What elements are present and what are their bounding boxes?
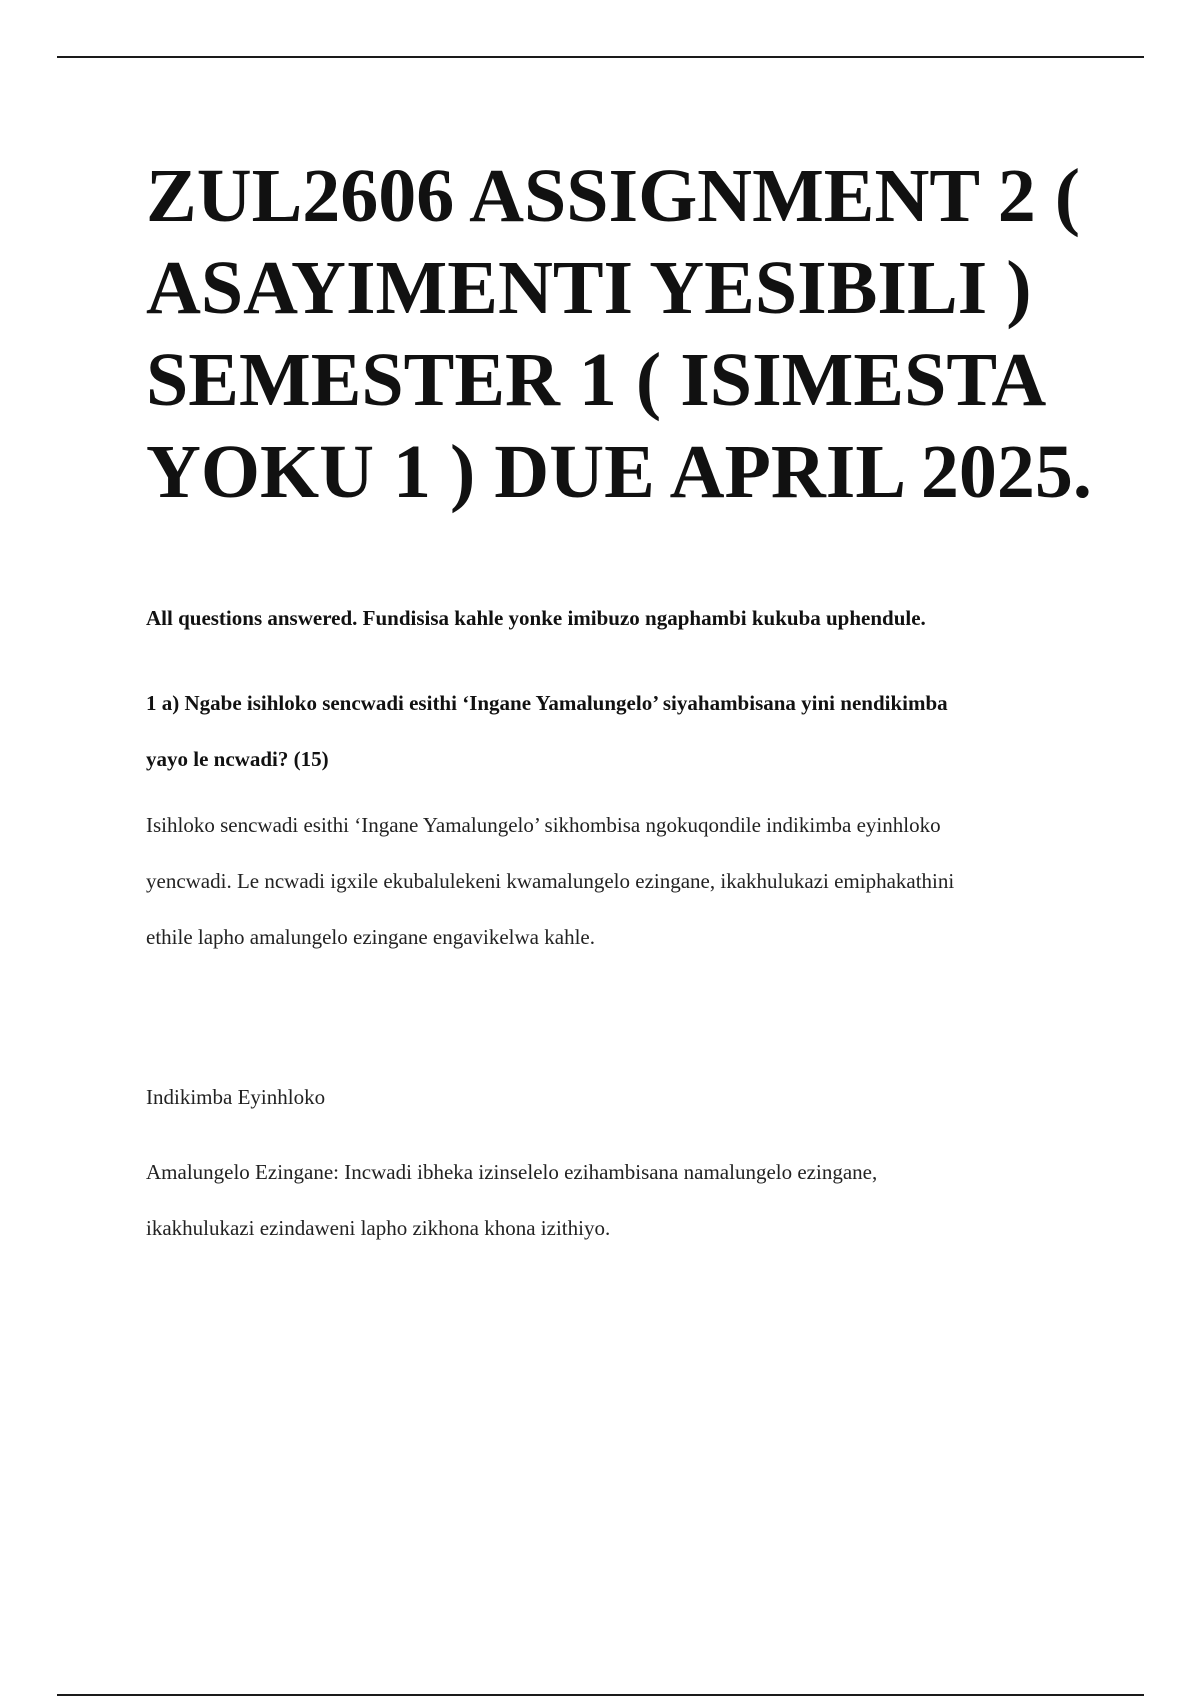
document-title [146,150,1106,518]
point-line: Amalungelo Ezingane: Incwadi ibheka izinselelo ezihambisana namalungelo ezingane, [146,1160,878,1184]
intro-text: All questions answered. Fundisisa kahle yonke imibuzo ngaphambi kukuba uphendule. [146,606,926,630]
document-body [146,150,1106,1240]
section-subheading: Indikimba Eyinhloko [146,1085,326,1109]
answer-paragraph [146,797,954,965]
answer-line: Isihloko sencwadi esithi ‘Ingane Yamalungelo’ sikhombisa ngokuqondile indikimba eyinhloko [146,813,941,837]
question-1a [146,675,948,787]
bottom-rule [57,1694,1144,1696]
point-paragraph [146,1144,877,1256]
title-line: ASAYIMENTI YESIBILI ) [146,246,1032,330]
title-line: ZUL2606 ASSIGNMENT 2 ( [146,154,1081,238]
answer-line: yencwadi. Le ncwadi igxile ekubalulekeni kwamalungelo ezingane, ikakhulukazi emiphakathini [146,869,955,893]
point-line: ikakhulukazi ezindaweni lapho zikhona khona izithiyo. [146,1216,611,1240]
top-rule [57,56,1144,58]
title-line: YOKU 1 ) DUE APRIL 2025. [146,430,1092,514]
answer-line: ethile lapho amalungelo ezingane engavikelwa kahle. [146,925,595,949]
title-line: SEMESTER 1 ( ISIMESTA [146,338,1047,422]
question-line: 1 a) Ngabe isihloko sencwadi esithi ‘Ingane Yamalungelo’ siyahambisana yini nendikimba [146,691,948,715]
question-line: yayo le ncwadi? (15) [146,747,329,771]
